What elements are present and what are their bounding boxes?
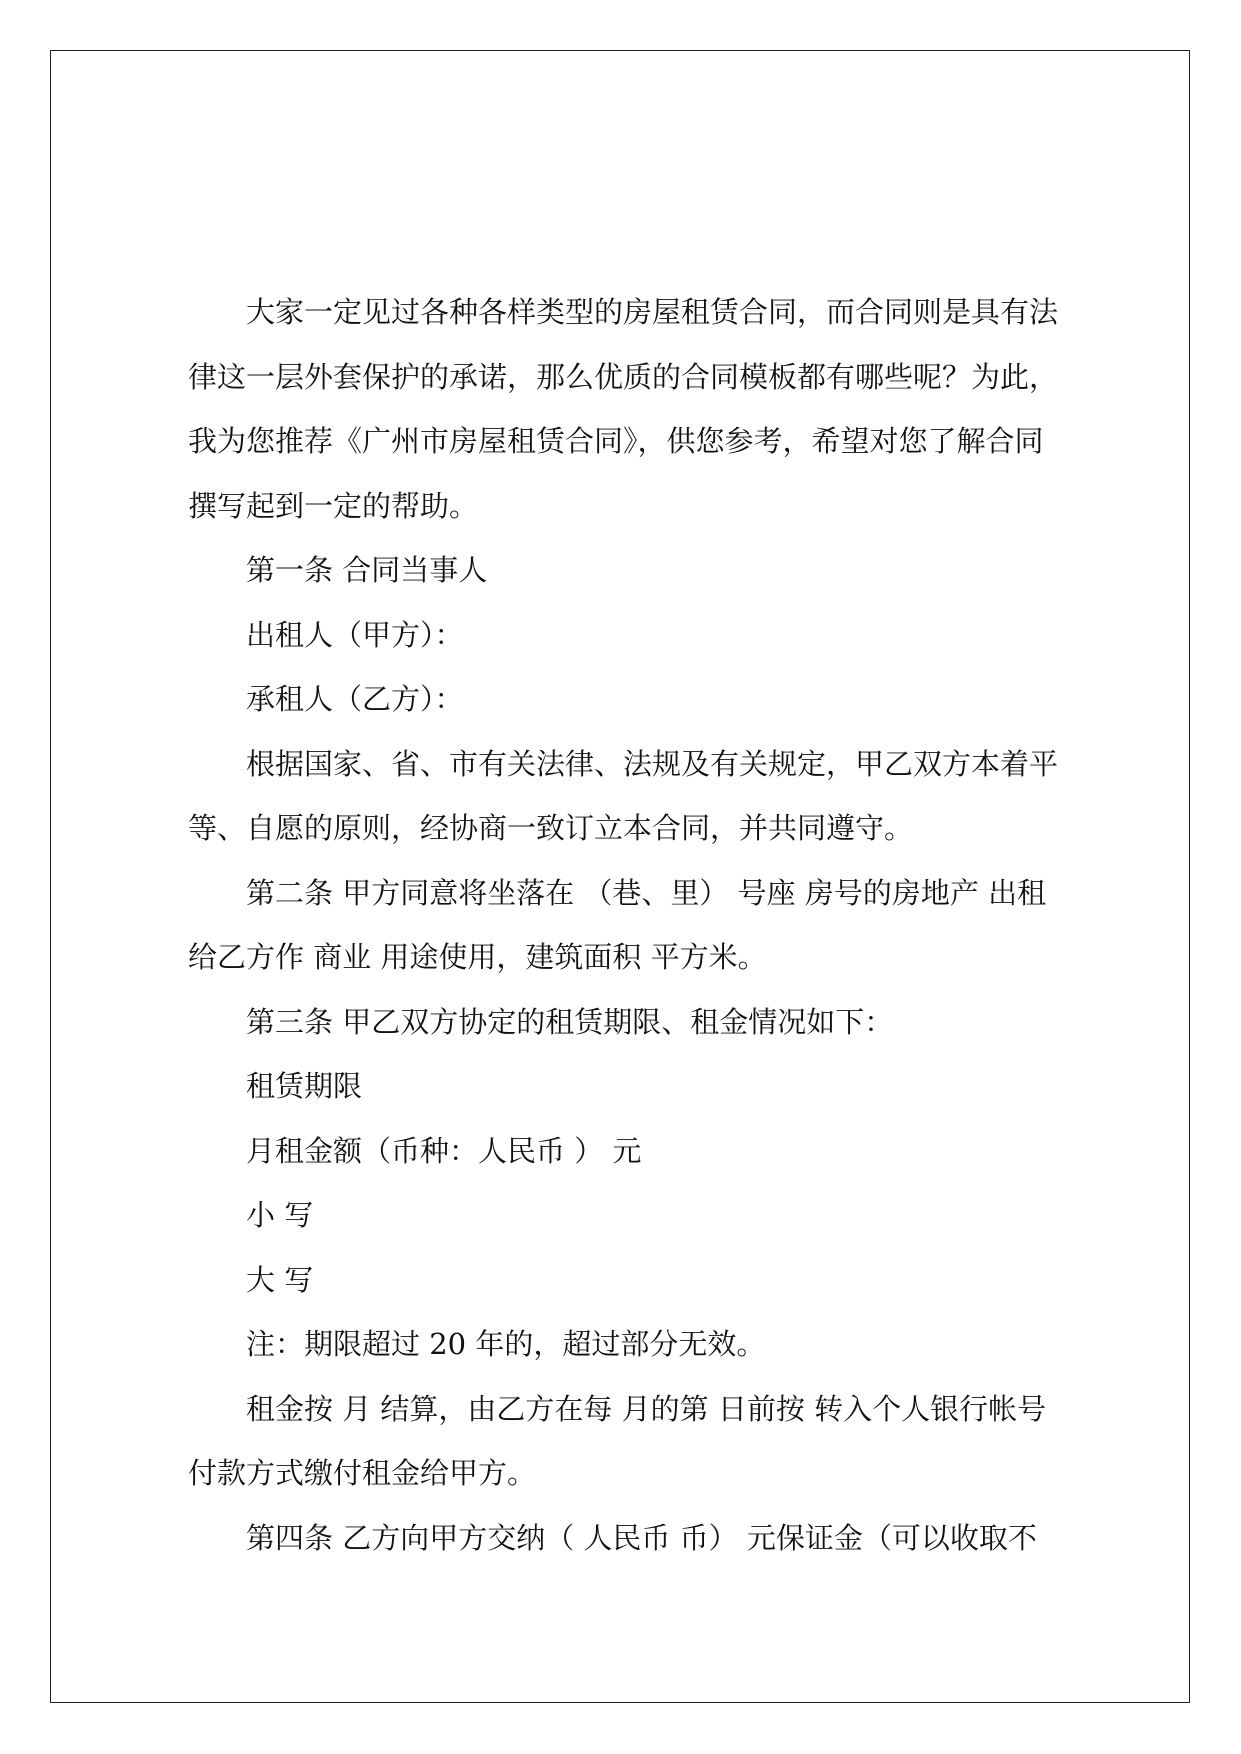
text-line: 给乙方作 商业 用途使用，建筑面积 平方米。 bbox=[188, 940, 767, 974]
text-line: 第四条 乙方向甲方交纳（ 人民币 币） 元保证金（可以收取不 bbox=[246, 1520, 1037, 1555]
rent-payment-paragraph bbox=[188, 1377, 1056, 1506]
text-line: 律这一层外套保护的承诺，那么优质的合同模板都有哪些呢？为此， bbox=[188, 359, 1059, 394]
lessee-line bbox=[188, 667, 1056, 732]
text-line: 大 写 bbox=[246, 1262, 314, 1297]
text-line: 月租金额（币种：人民币 ） 元 bbox=[246, 1133, 642, 1168]
text-line: 出租人（甲方）： bbox=[246, 617, 464, 652]
text-line: 根据国家、省、市有关法律、法规及有关规定，甲乙双方本着平 bbox=[246, 746, 1059, 781]
article-1-heading bbox=[188, 538, 1056, 603]
text-line: 第二条 甲方同意将坐落在 （巷、里） 号座 房号的房地产 出租 bbox=[246, 875, 1047, 910]
amount-lowercase-line bbox=[188, 1183, 1056, 1248]
article-3-heading bbox=[188, 990, 1056, 1055]
article-4-paragraph bbox=[188, 1506, 1056, 1571]
text-line: 小 写 bbox=[246, 1198, 314, 1232]
note-line bbox=[188, 1312, 1056, 1377]
lease-term-line bbox=[188, 1054, 1056, 1119]
text-line: 租赁期限 bbox=[246, 1069, 363, 1103]
text-line: 承租人（乙方）： bbox=[246, 682, 464, 716]
text-line: 租金按 月 结算，由乙方在每 月的第 日前按 转入个人银行帐号 bbox=[246, 1391, 1047, 1426]
lessor-line bbox=[188, 603, 1056, 668]
basis-paragraph bbox=[188, 732, 1059, 861]
text-line: 撰写起到一定的帮助。 bbox=[188, 488, 479, 523]
text-line: 第一条 合同当事人 bbox=[246, 553, 488, 587]
monthly-rent-line bbox=[188, 1119, 1056, 1184]
amount-uppercase-line bbox=[188, 1248, 1056, 1313]
intro-paragraph bbox=[188, 280, 1059, 538]
text-line: 我为您推荐《广州市房屋租赁合同》，供您参考，希望对您了解合同 bbox=[188, 424, 1044, 458]
text-line: 等、自愿的原则，经协商一致订立本合同，并共同遵守。 bbox=[188, 811, 914, 845]
text-line: 第三条 甲乙双方协定的租赁期限、租金情况如下： bbox=[246, 1004, 894, 1039]
text-line: 付款方式缴付租金给甲方。 bbox=[188, 1456, 537, 1490]
text-line: 大家一定见过各种各样类型的房屋租赁合同，而合同则是具有法 bbox=[246, 295, 1059, 329]
article-2-paragraph bbox=[188, 861, 1056, 990]
document-body bbox=[188, 280, 1059, 1570]
text-line: 注：期限超过 20 年的，超过部分无效。 bbox=[246, 1327, 766, 1361]
